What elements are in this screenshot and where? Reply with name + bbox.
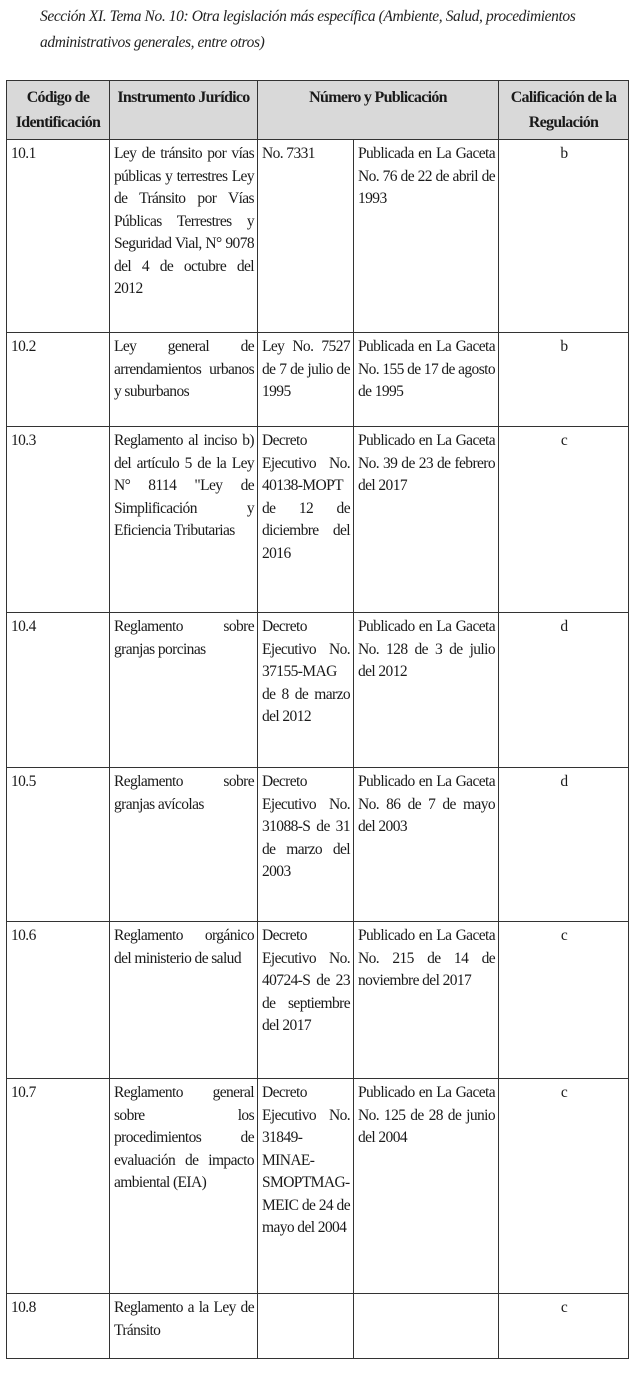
row-code: 10.6 — [7, 922, 110, 1079]
row-publication: Publicado en La Gaceta No. 39 de 23 de febrero del 2017 — [354, 427, 499, 613]
row-publication: Publicado en La Gaceta No. 128 de 3 de julio del 2012 — [354, 613, 499, 768]
table-row — [7, 613, 629, 768]
row-instrument: Ley general de arrendamientos urbanos y suburbanos — [110, 333, 258, 427]
section-caption: Sección XI. Tema No. 10: Otra legislación más específica (Ambiente, Salud, procedimientos administrativos generales, entre otros) — [40, 8, 576, 51]
table-row — [7, 140, 629, 333]
row-instrument: Reglamento sobre granjas porcinas — [110, 613, 258, 768]
row-number: Decreto Ejecutivo No. 40724-S de 23 de septiembre del 2017 — [258, 922, 354, 1079]
row-publication: Publicado en La Gaceta No. 215 de 14 de noviembre del 2017 — [354, 922, 499, 1079]
row-publication: Publicado en La Gaceta No. 86 de 7 de mayo del 2003 — [354, 768, 499, 922]
row-code: 10.4 — [7, 613, 110, 768]
table-header-row — [7, 81, 629, 140]
row-code: 10.7 — [7, 1079, 110, 1294]
row-rating: b — [499, 140, 629, 333]
regulation-table — [6, 80, 629, 1359]
row-publication: Publicada en La Gaceta No. 76 de 22 de abril de 1993 — [354, 140, 499, 333]
header-rating: Calificación de la Regulación — [499, 81, 629, 140]
header-code: Código de Identificación — [7, 81, 110, 140]
row-instrument: Reglamento orgánico del ministerio de salud — [110, 922, 258, 1079]
row-rating: c — [499, 1079, 629, 1294]
row-number: Decreto Ejecutivo No. 40138-MOPT de 12 de diciembre del 2016 — [258, 427, 354, 613]
row-publication: Publicado en La Gaceta No. 125 de 28 de junio del 2004 — [354, 1079, 499, 1294]
row-instrument: Ley de tránsito por vías públicas y terrestres Ley de Tránsito por Vías Públicas Terrestres y Seguridad Vial, N° 9078 del 4 de octubre del 2012 — [110, 140, 258, 333]
row-code: 10.2 — [7, 333, 110, 427]
row-instrument: Reglamento general sobre los procedimientos de evaluación de impacto ambiental (EIA) — [110, 1079, 258, 1294]
header-number-publication: Número y Publicación — [258, 81, 499, 140]
table-row — [7, 333, 629, 427]
row-rating: d — [499, 613, 629, 768]
row-number: No. 7331 — [258, 140, 354, 333]
row-publication — [354, 1294, 499, 1359]
row-publication: Publicada en La Gaceta No. 155 de 17 de agosto de 1995 — [354, 333, 499, 427]
row-rating: b — [499, 333, 629, 427]
table-row — [7, 922, 629, 1079]
table-row — [7, 1079, 629, 1294]
row-rating: c — [499, 922, 629, 1079]
row-code: 10.1 — [7, 140, 110, 333]
row-number: Ley No. 7527 de 7 de julio de 1995 — [258, 333, 354, 427]
row-code: 10.3 — [7, 427, 110, 613]
row-instrument: Reglamento al inciso b) del artículo 5 de la Ley N° 8114 "Ley de Simplificación y Eficiencia Tributarias — [110, 427, 258, 613]
table-row — [7, 768, 629, 922]
table-row — [7, 1294, 629, 1359]
row-rating: d — [499, 768, 629, 922]
row-instrument: Reglamento sobre granjas avícolas — [110, 768, 258, 922]
row-rating: c — [499, 427, 629, 613]
row-code: 10.8 — [7, 1294, 110, 1359]
table-row — [7, 427, 629, 613]
row-instrument: Reglamento a la Ley de Tránsito — [110, 1294, 258, 1359]
row-rating: c — [499, 1294, 629, 1359]
row-code: 10.5 — [7, 768, 110, 922]
header-instrument: Instrumento Jurídico — [110, 81, 258, 140]
row-number — [258, 1294, 354, 1359]
row-number: Decreto Ejecutivo No. 31088-S de 31 de marzo del 2003 — [258, 768, 354, 922]
row-number: Decreto Ejecutivo No. 37155-MAG de 8 de marzo del 2012 — [258, 613, 354, 768]
row-number: Decreto Ejecutivo No. 31849-MINAE-SMOPTMAG-MEIC de 24 de mayo del 2004 — [258, 1079, 354, 1294]
